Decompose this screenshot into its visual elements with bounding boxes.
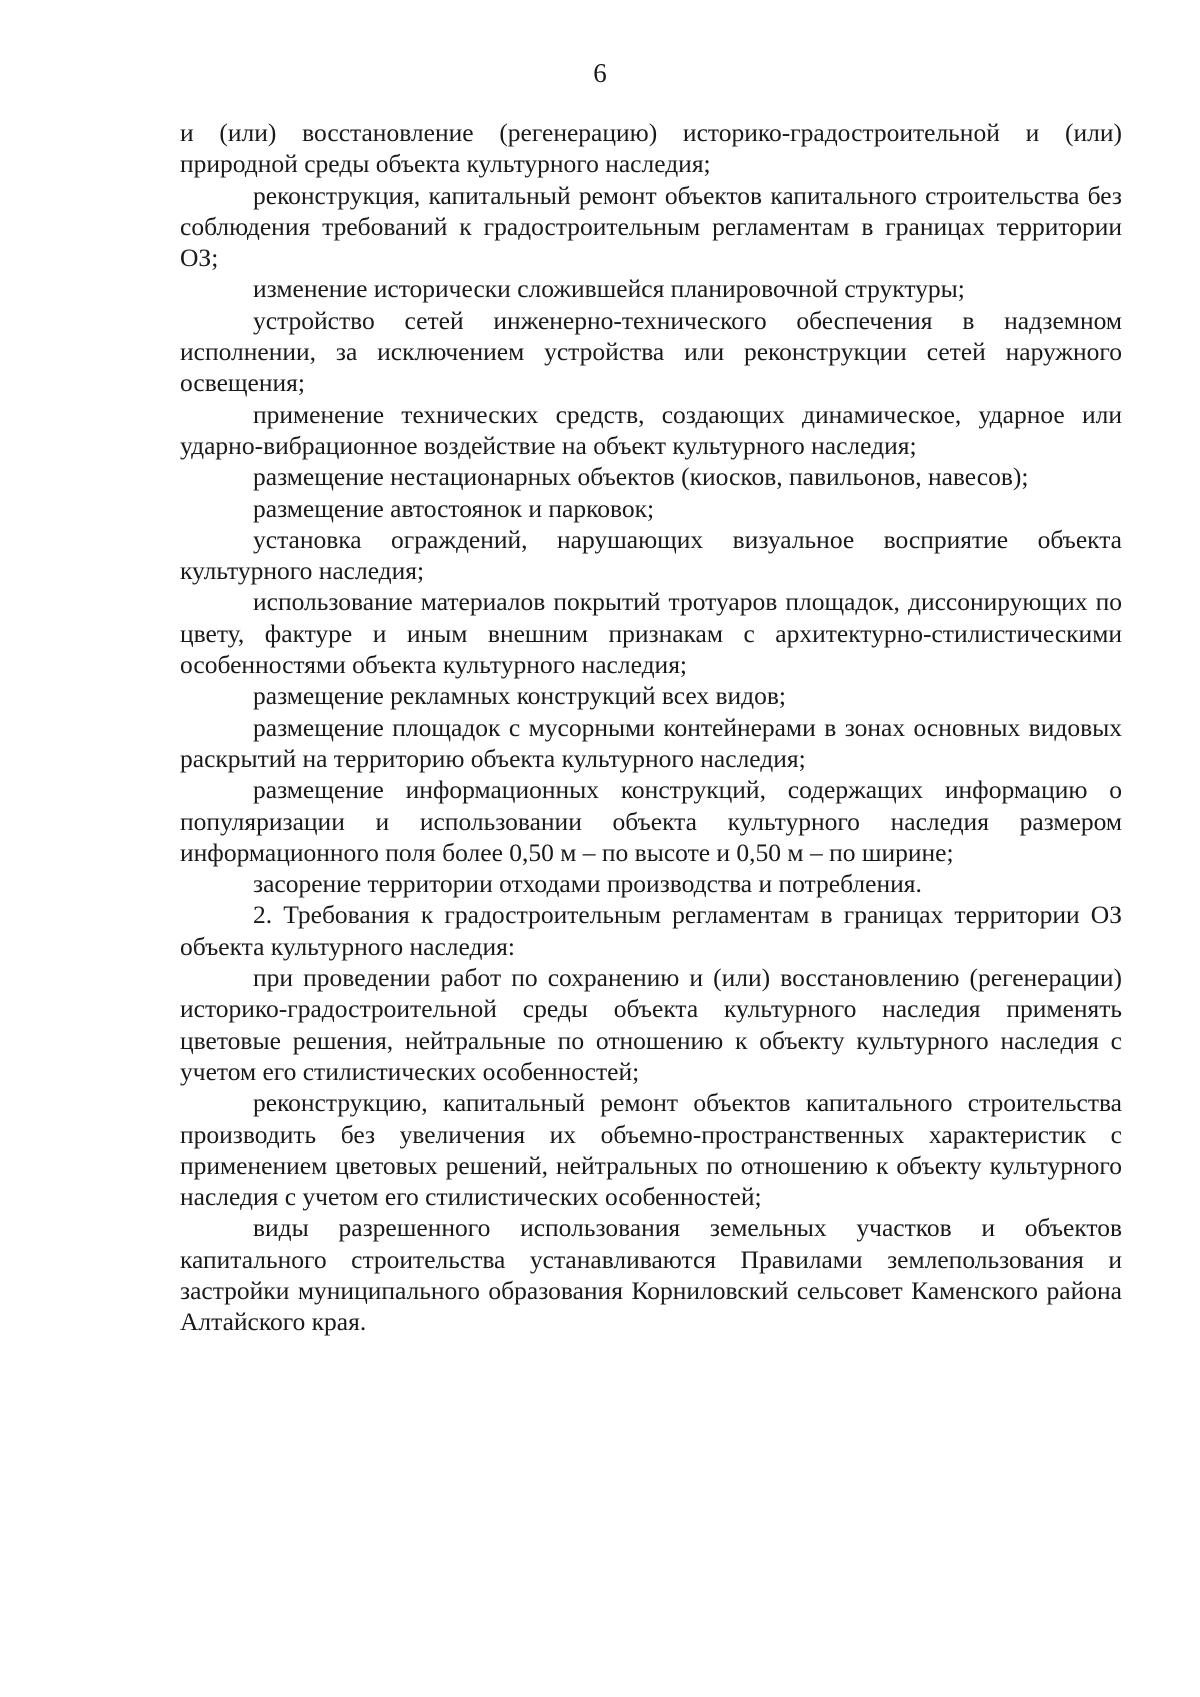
- paragraph: размещение рекламных конструкций всех видов;: [253, 681, 787, 711]
- paragraph: засорение территории отходами производства и потребления.: [253, 869, 922, 899]
- paragraph: изменение исторически сложившейся планировочной структуры;: [253, 274, 965, 304]
- section-heading: 2. Требования к градостроительным регламентам в границах территории ОЗ объекта культурного наследия:: [180, 900, 1122, 961]
- paragraph: установка ограждений, нарушающих визуальное восприятие объекта культурного наследия;: [180, 524, 1122, 586]
- paragraph: размещение информационных конструкций, содержащих информацию о популяризации и использовании объекта культурного наследия размером информационного поля более 0,50 м – по высоте и 0,50 м – по ширине;: [180, 775, 1122, 867]
- paragraph: размещение площадок с мусорными контейнерами в зонах основных видовых раскрытий на территорию объекта культурного наследия;: [180, 712, 1122, 773]
- paragraph: и (или) восстановление (регенерацию) историко-градостроительной и (или) природной среды объекта культурного наследия;: [180, 118, 1122, 179]
- document-body: [180, 117, 1122, 1338]
- paragraph: реконструкция, капитальный ремонт объектов капитального строительства без соблюдения требований к градостроительным регламентам в границах территории ОЗ;: [180, 180, 1122, 273]
- paragraph: устройство сетей инженерно-технического обеспечения в надземном исполнении, за исключением устройства или реконструкции сетей наружного освещения;: [180, 305, 1122, 398]
- paragraph: размещение автостоянок и парковок;: [253, 493, 655, 523]
- paragraph: реконструкцию, капитальный ремонт объектов капитального строительства производить без увеличения их объемно-пространственных характеристик с применением цветовых решений, нейтральных по отношению к объекту культурного наследия с учетом его стилистических особенностей;: [180, 1088, 1122, 1212]
- page-number: 6: [593, 58, 607, 88]
- paragraph: виды разрешенного использования земельных участков и объектов капитального строительства устанавливаются Правилами землепользования и застройки муниципального образования Корниловский сельсовет Каменского района Алтайского края.: [180, 1213, 1122, 1337]
- paragraph: использование материалов покрытий тротуаров площадок, диссонирующих по цвету, фактуре и иным внешним признакам с архитектурно-стилистическими особенностями объекта культурного наследия;: [180, 587, 1122, 680]
- paragraph: размещение нестационарных объектов (киосков, павильонов, навесов);: [253, 462, 1029, 492]
- paragraph: применение технических средств, создающих динамическое, ударное или ударно-вибрационное воздействие на объект культурного наследия;: [180, 399, 1122, 460]
- paragraph: при проведении работ по сохранению и (или) восстановлению (регенерации) историко-градостроительной среды объекта культурного наследия применять цветовые решения, нейтральные по отношению к объекту культурного наследия с учетом его стилистических особенностей;: [180, 963, 1122, 1086]
